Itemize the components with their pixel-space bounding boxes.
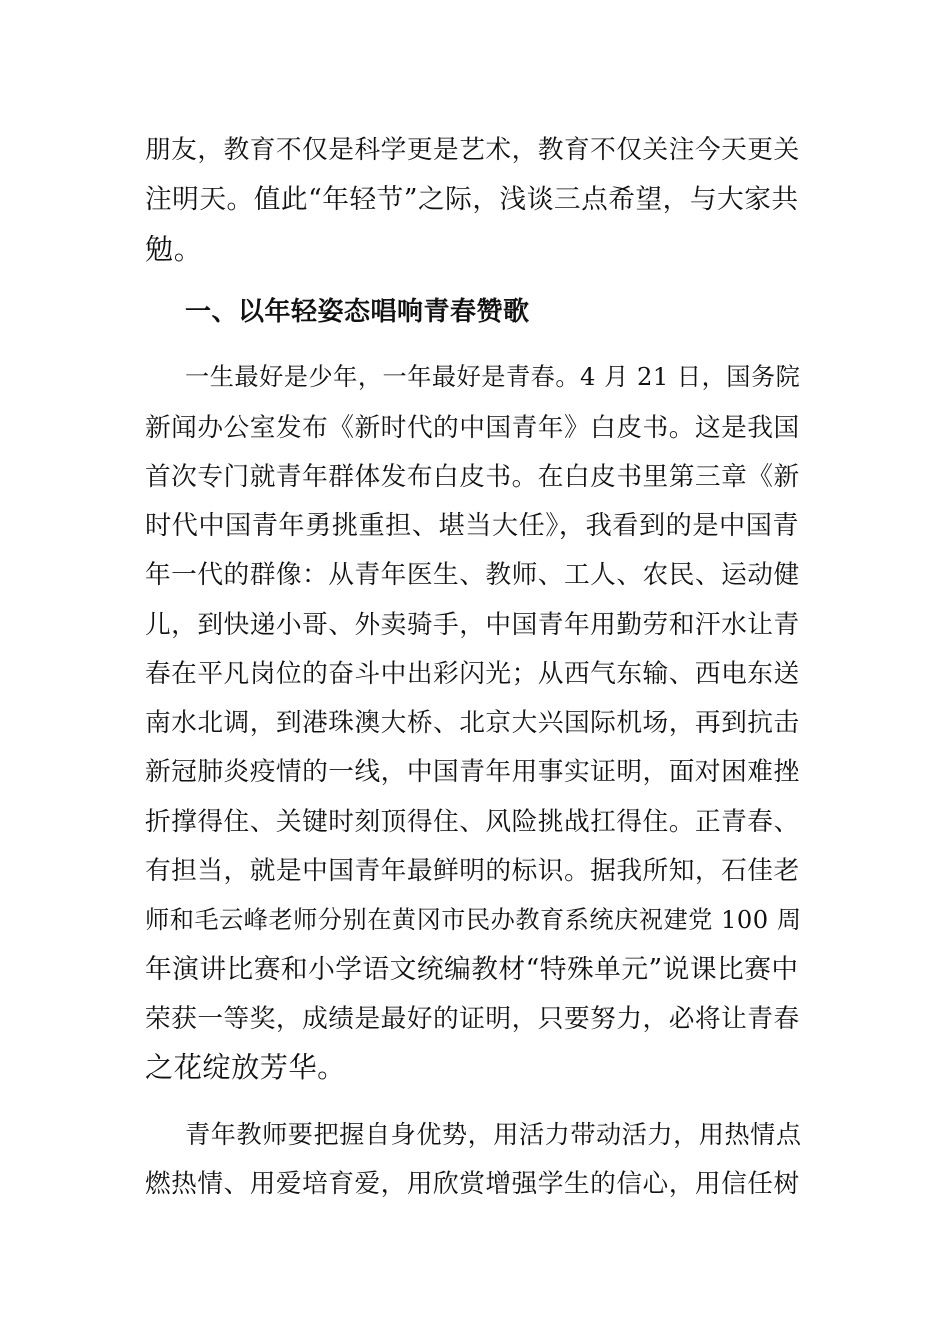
- text-line: 朋友，教育不仅是科学更是艺术，教育不仅关注今天更关: [145, 135, 800, 165]
- text-line: 年演讲比赛和小学语文统编教材“特殊单元”说课比赛中: [145, 954, 799, 985]
- text-line: 青年教师要把握自身优势，用活力带动活力，用热情点: [185, 1120, 802, 1149]
- text-line: 南水北调，到港珠澳大桥、北京大兴国际机场，再到抗击: [145, 708, 800, 738]
- text-line: 注明天。值此“年轻节”之际，浅谈三点希望，与大家共: [145, 184, 799, 215]
- text-line: 折撑得住、关键时刻顶得住、风险挑战扛得住。正青春、: [145, 807, 800, 837]
- text-line: 之花绽放芳华。: [145, 1051, 346, 1084]
- text-line: 首次专门就青年群体发布白皮书。在白皮书里第三章《新: [145, 462, 800, 492]
- text-line: 时代中国青年勇挑重担、堪当大任》，我看到的是中国青: [145, 511, 800, 541]
- text-line: 新冠肺炎疫情的一线，中国青年用事实证明，面对困难挫: [145, 757, 800, 787]
- section-heading: 一、以年轻姿态唱响青春赞歌: [185, 297, 530, 327]
- text-line: 儿，到快递小哥、外卖骑手，中国青年用勤劳和汗水让青: [145, 610, 800, 640]
- text-line: 师和毛云峰老师分别在黄冈市民办教育系统庆祝建党 100 周: [145, 906, 802, 934]
- text-line: 新闻办公室发布《新时代的中国青年》白皮书。这是我国: [145, 413, 800, 443]
- text-line: 春在平凡岗位的奋斗中出彩闪光；从西气东输、西电东送: [145, 659, 800, 689]
- text-line: 勉。: [145, 233, 203, 266]
- text-line: 有担当，就是中国青年最鲜明的标识。据我所知，石佳老: [145, 856, 800, 886]
- text-line: 一生最好是少年，一年最好是青春。4 月 21 日，国务院: [185, 363, 801, 391]
- text-line: 荣获一等奖，成绩是最好的证明，只要努力，必将让青春: [145, 1004, 800, 1034]
- text-line: 年一代的群像：从青年医生、教师、工人、农民、运动健: [145, 560, 800, 590]
- text-line: 燃热情、用爱培育爱，用欣赏增强学生的信心，用信任树: [145, 1169, 800, 1199]
